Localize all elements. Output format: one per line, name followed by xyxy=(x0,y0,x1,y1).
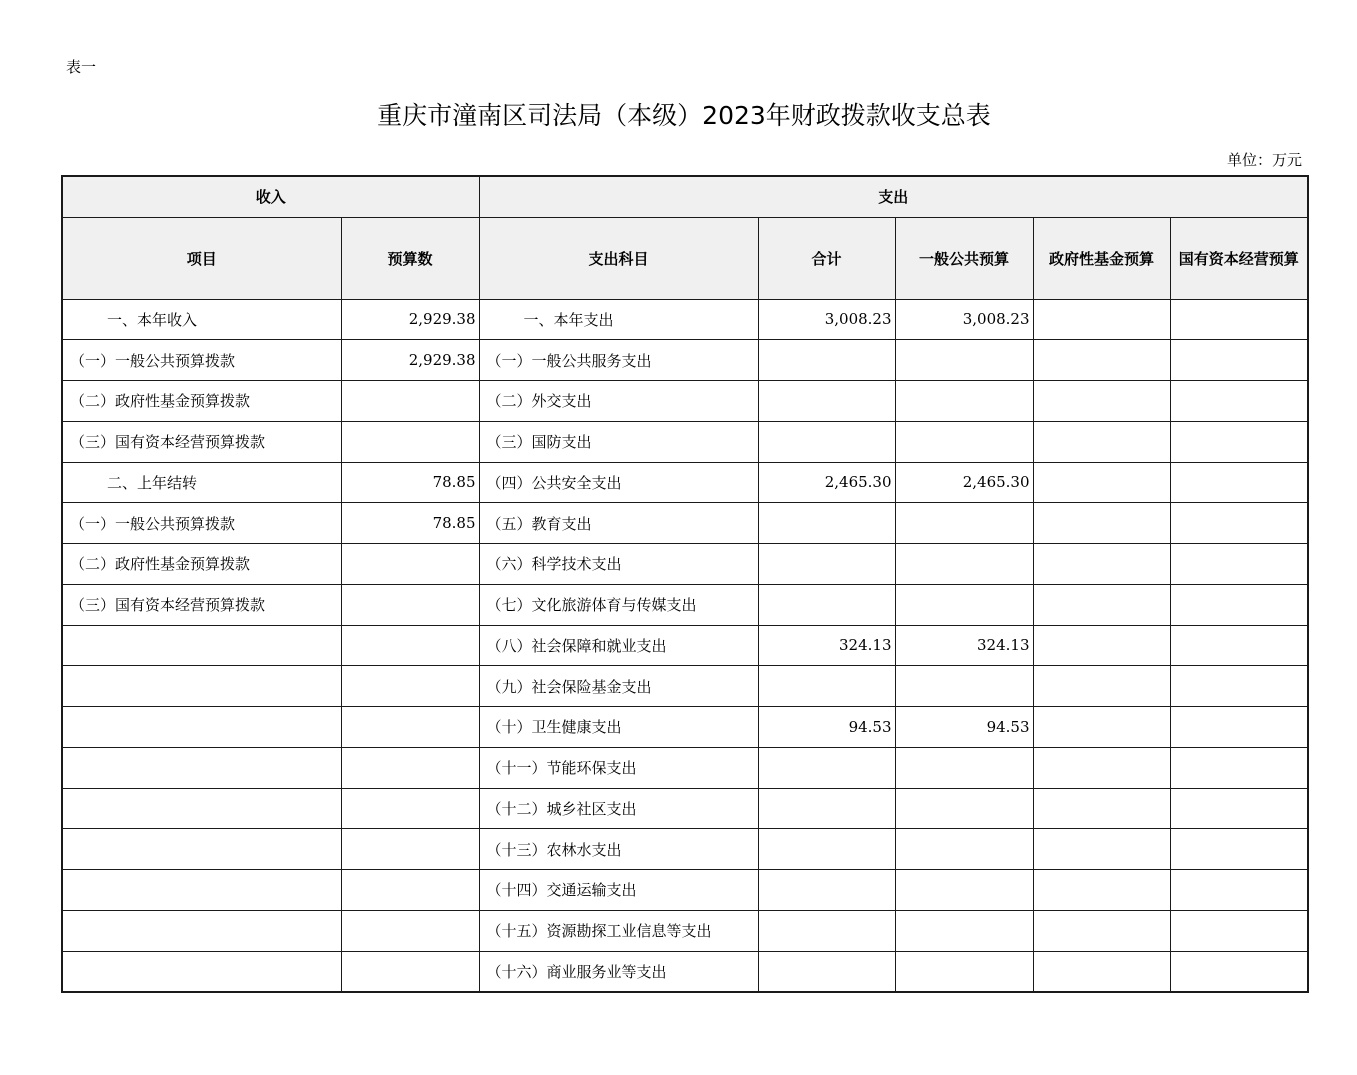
state-capital-budget-cell xyxy=(1170,503,1308,544)
income-item-cell xyxy=(62,666,341,707)
income-amount-cell xyxy=(341,747,479,788)
income-item-cell: （一）一般公共预算拨款 xyxy=(62,340,341,381)
general-budget-cell xyxy=(895,951,1033,992)
fund-budget-cell xyxy=(1033,747,1170,788)
income-amount-cell: 2,929.38 xyxy=(341,299,479,340)
income-amount-cell: 2,929.38 xyxy=(341,340,479,381)
income-item-cell xyxy=(62,910,341,951)
general-budget-cell xyxy=(895,544,1033,585)
expense-item-cell: （十一）节能环保支出 xyxy=(479,747,758,788)
column-header-item: 项目 xyxy=(62,217,341,299)
header-expense-group: 支出 xyxy=(479,176,1308,217)
column-header-expense-item: 支出科目 xyxy=(479,217,758,299)
column-header-budget-amount: 预算数 xyxy=(341,217,479,299)
general-budget-cell: 324.13 xyxy=(895,625,1033,666)
expense-total-cell xyxy=(758,951,895,992)
column-header-general-budget: 一般公共预算 xyxy=(895,217,1033,299)
state-capital-budget-cell xyxy=(1170,870,1308,911)
income-amount-cell: 78.85 xyxy=(341,503,479,544)
general-budget-cell xyxy=(895,340,1033,381)
income-item-cell xyxy=(62,747,341,788)
table-row xyxy=(62,910,1308,951)
expense-total-cell xyxy=(758,544,895,585)
expense-item-cell: （五）教育支出 xyxy=(479,503,758,544)
general-budget-cell xyxy=(895,666,1033,707)
fund-budget-cell xyxy=(1033,462,1170,503)
income-amount-cell xyxy=(341,544,479,585)
expense-item-cell: （十三）农林水支出 xyxy=(479,829,758,870)
income-amount-cell xyxy=(341,829,479,870)
income-item-cell: 一、本年收入 xyxy=(62,299,341,340)
income-item-cell: （二）政府性基金预算拨款 xyxy=(62,544,341,585)
state-capital-budget-cell xyxy=(1170,788,1308,829)
column-header-total: 合计 xyxy=(758,217,895,299)
table-row xyxy=(62,340,1308,381)
expense-total-cell: 324.13 xyxy=(758,625,895,666)
state-capital-budget-cell xyxy=(1170,747,1308,788)
table-row xyxy=(62,503,1308,544)
general-budget-cell xyxy=(895,829,1033,870)
fund-budget-cell xyxy=(1033,788,1170,829)
expense-item-cell: （十）卫生健康支出 xyxy=(479,707,758,748)
state-capital-budget-cell xyxy=(1170,421,1308,462)
expense-item-cell: （六）科学技术支出 xyxy=(479,544,758,585)
income-item-cell: （二）政府性基金预算拨款 xyxy=(62,381,341,422)
expense-total-cell: 3,008.23 xyxy=(758,299,895,340)
fund-budget-cell xyxy=(1033,951,1170,992)
table-row xyxy=(62,584,1308,625)
expense-total-cell: 94.53 xyxy=(758,707,895,748)
expense-item-cell: （七）文化旅游体育与传媒支出 xyxy=(479,584,758,625)
expense-total-cell xyxy=(758,381,895,422)
income-item-cell: 二、上年结转 xyxy=(62,462,341,503)
budget-summary-table xyxy=(61,175,1309,993)
table-row xyxy=(62,625,1308,666)
fund-budget-cell xyxy=(1033,625,1170,666)
state-capital-budget-cell xyxy=(1170,707,1308,748)
header-group-row xyxy=(62,176,1308,217)
table-row xyxy=(62,707,1308,748)
fund-budget-cell xyxy=(1033,829,1170,870)
state-capital-budget-cell xyxy=(1170,462,1308,503)
income-item-cell xyxy=(62,788,341,829)
table-row xyxy=(62,951,1308,992)
general-budget-cell: 3,008.23 xyxy=(895,299,1033,340)
expense-total-cell xyxy=(758,584,895,625)
expense-total-cell xyxy=(758,788,895,829)
general-budget-cell xyxy=(895,788,1033,829)
table-row xyxy=(62,462,1308,503)
general-budget-cell xyxy=(895,584,1033,625)
state-capital-budget-cell xyxy=(1170,584,1308,625)
income-item-cell xyxy=(62,707,341,748)
column-header-fund-budget: 政府性基金预算 xyxy=(1033,217,1170,299)
income-amount-cell xyxy=(341,910,479,951)
expense-item-cell: （八）社会保障和就业支出 xyxy=(479,625,758,666)
state-capital-budget-cell xyxy=(1170,299,1308,340)
income-item-cell xyxy=(62,625,341,666)
header-income-group: 收入 xyxy=(62,176,479,217)
income-item-cell: （一）一般公共预算拨款 xyxy=(62,503,341,544)
income-amount-cell: 78.85 xyxy=(341,462,479,503)
expense-item-cell: （十六）商业服务业等支出 xyxy=(479,951,758,992)
income-amount-cell xyxy=(341,666,479,707)
state-capital-budget-cell xyxy=(1170,625,1308,666)
fund-budget-cell xyxy=(1033,299,1170,340)
income-amount-cell xyxy=(341,870,479,911)
income-item-cell: （三）国有资本经营预算拨款 xyxy=(62,584,341,625)
expense-total-cell xyxy=(758,870,895,911)
table-row xyxy=(62,299,1308,340)
expense-item-cell: （十五）资源勘探工业信息等支出 xyxy=(479,910,758,951)
fund-budget-cell xyxy=(1033,544,1170,585)
general-budget-cell: 94.53 xyxy=(895,707,1033,748)
fund-budget-cell xyxy=(1033,910,1170,951)
income-amount-cell xyxy=(341,421,479,462)
state-capital-budget-cell xyxy=(1170,381,1308,422)
fund-budget-cell xyxy=(1033,666,1170,707)
column-header-state-capital-budget: 国有资本经营预算 xyxy=(1170,217,1308,299)
expense-item-cell: （十四）交通运输支出 xyxy=(479,870,758,911)
expense-total-cell xyxy=(758,666,895,707)
table-body xyxy=(62,299,1308,992)
general-budget-cell xyxy=(895,381,1033,422)
expense-item-cell: （九）社会保险基金支出 xyxy=(479,666,758,707)
table-row xyxy=(62,666,1308,707)
fund-budget-cell xyxy=(1033,707,1170,748)
fund-budget-cell xyxy=(1033,381,1170,422)
income-amount-cell xyxy=(341,707,479,748)
state-capital-budget-cell xyxy=(1170,910,1308,951)
table-row xyxy=(62,829,1308,870)
expense-total-cell: 2,465.30 xyxy=(758,462,895,503)
expense-total-cell xyxy=(758,503,895,544)
expense-total-cell xyxy=(758,829,895,870)
income-amount-cell xyxy=(341,788,479,829)
income-amount-cell xyxy=(341,951,479,992)
fund-budget-cell xyxy=(1033,421,1170,462)
general-budget-cell xyxy=(895,910,1033,951)
income-item-cell xyxy=(62,829,341,870)
table-label: 表一 xyxy=(66,58,97,76)
header-columns-row xyxy=(62,217,1308,299)
expense-item-cell: （四）公共安全支出 xyxy=(479,462,758,503)
income-item-cell xyxy=(62,951,341,992)
table-row xyxy=(62,381,1308,422)
expense-total-cell xyxy=(758,340,895,381)
fund-budget-cell xyxy=(1033,584,1170,625)
general-budget-cell xyxy=(895,747,1033,788)
income-amount-cell xyxy=(341,625,479,666)
page-title: 重庆市潼南区司法局（本级）2023年财政拨款收支总表 xyxy=(377,101,991,130)
table-row xyxy=(62,870,1308,911)
table-row xyxy=(62,421,1308,462)
income-item-cell: （三）国有资本经营预算拨款 xyxy=(62,421,341,462)
expense-item-cell: （二）外交支出 xyxy=(479,381,758,422)
expense-total-cell xyxy=(758,910,895,951)
expense-item-cell: （三）国防支出 xyxy=(479,421,758,462)
income-amount-cell xyxy=(341,584,479,625)
fund-budget-cell xyxy=(1033,340,1170,381)
unit-label: 单位：万元 xyxy=(1226,151,1302,169)
general-budget-cell xyxy=(895,503,1033,544)
general-budget-cell xyxy=(895,870,1033,911)
expense-item-cell: （一）一般公共服务支出 xyxy=(479,340,758,381)
expense-total-cell xyxy=(758,421,895,462)
state-capital-budget-cell xyxy=(1170,340,1308,381)
fund-budget-cell xyxy=(1033,503,1170,544)
fund-budget-cell xyxy=(1033,870,1170,911)
expense-item-cell: （十二）城乡社区支出 xyxy=(479,788,758,829)
income-amount-cell xyxy=(341,381,479,422)
expense-total-cell xyxy=(758,747,895,788)
state-capital-budget-cell xyxy=(1170,666,1308,707)
state-capital-budget-cell xyxy=(1170,544,1308,585)
state-capital-budget-cell xyxy=(1170,951,1308,992)
table-row xyxy=(62,788,1308,829)
table-row xyxy=(62,747,1308,788)
state-capital-budget-cell xyxy=(1170,829,1308,870)
table-row xyxy=(62,544,1308,585)
income-item-cell xyxy=(62,870,341,911)
expense-item-cell: 一、本年支出 xyxy=(479,299,758,340)
general-budget-cell xyxy=(895,421,1033,462)
general-budget-cell: 2,465.30 xyxy=(895,462,1033,503)
